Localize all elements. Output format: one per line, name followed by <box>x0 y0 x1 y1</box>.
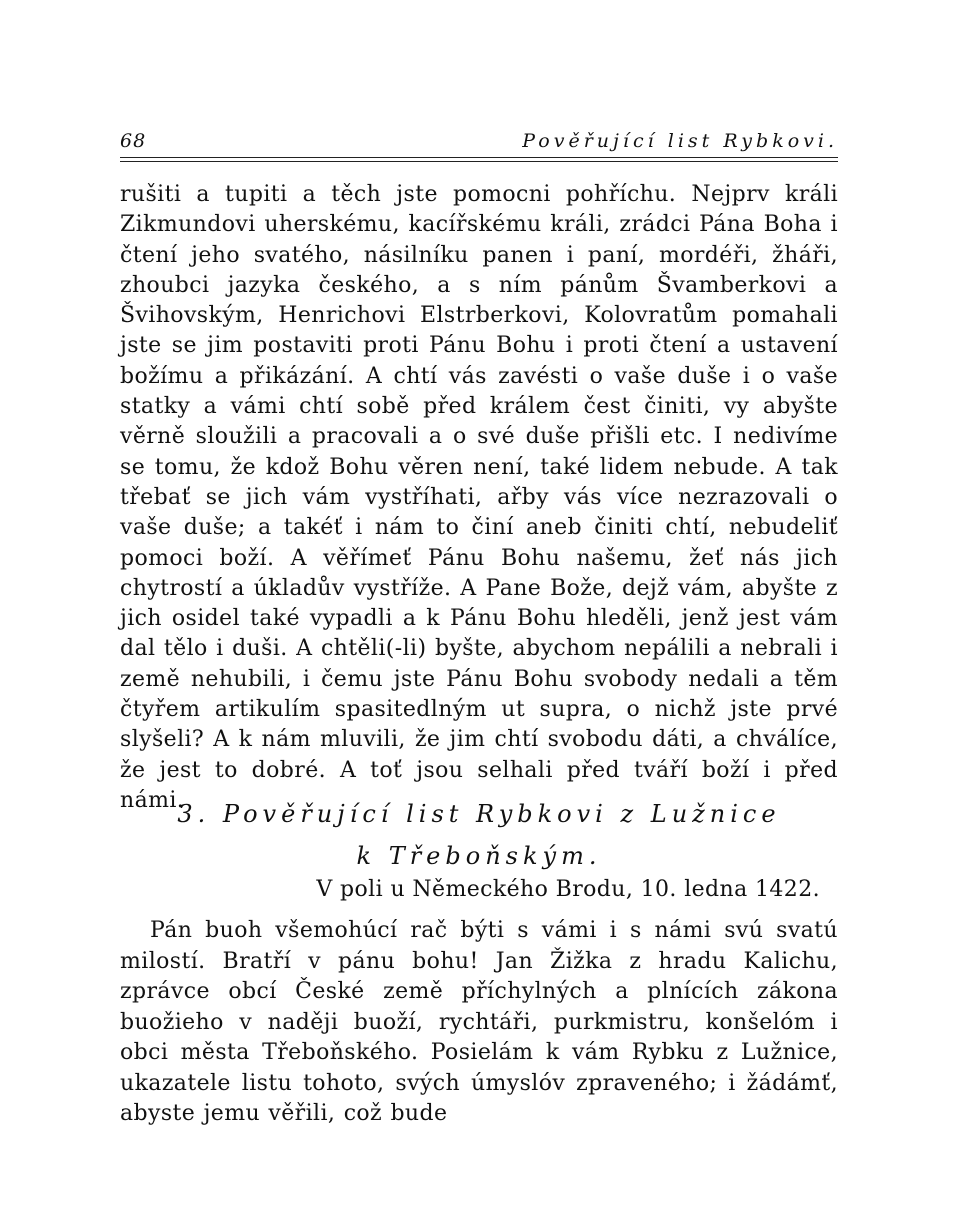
section-heading-line-2: k Třeboňským. <box>356 842 602 870</box>
letter-text <box>120 916 838 1130</box>
running-title: Pověřující list Rybkovi. <box>522 130 838 152</box>
header-rule-lower <box>120 161 838 162</box>
body-text <box>120 180 838 816</box>
page-header <box>120 128 838 154</box>
header-rule-upper <box>120 157 838 158</box>
section-heading-line-1: 3. Pověřující list Rybkovi z Lužnice <box>177 800 781 828</box>
page-number: 68 <box>120 130 147 152</box>
body-paragraph: rušiti a tupiti a těch jste pomocni pohříchu. Nejprv králi Zikmundovi uherskému, kacířskému králi, zrádci Pána Boha i čtení jeho svatého, násilníku panen i paní, mordéři, žháři, zhoubci jazyka českého, a s ním pánům Švamberkovi a Švihovským, Henrichovi Elstrberkovi, Kolovratům pomahali jste se jim postaviti proti Pánu Bohu i proti čtení a ustavení božímu a přikázání. A chtí vás zavésti o vaše duše i o vaše statky a vámi chtí sobě před králem čest činiti, vy abyšte věrně sloužili a pracovali a o své duše přišli etc. I nedivíme se tomu, že kdož Bohu věren není, také lidem nebude. A tak třebať se jich vám vystříhati, ařby vás více nezrazovali o vaše duše; a takéť i nám to činí aneb činiti chtí, nebudeliť pomoci boží. A věřímeť Pánu Bohu našemu, žeť nás jich chytrostí a úkladův vystříže. A Pane Bože, dejž vám, abyšte z jich osidel také vypadli a k Pánu Bohu hleděli, jenž jest vám dal tělo i duši. A chtěli(-li) byšte, abychom nepálili a nebrali i země nehubili, i čemu jste Pánu Bohu svobody nedali a těm čtyřem artikulím spasitedlným ut supra, o nichž jste prvé slyšeli? A k nám mluvili, že jim chtí svobodu dáti, a chválíce, že jest to dobré. A toť jsou selhali před tváří boží i před námi. <box>120 182 838 813</box>
letter-paragraph: Pán buoh všemohúcí rač býti s vámi i s námi svú svatú milostí. Bratří v pánu bohu! Jan Žižka z hradu Kalichu, zprávce obcí České země příchylných a plnících zákona buožieho v naději buoží, rychtáři, purkmistru, konšelóm i obci města Třeboňského. Posielám k vám Rybku z Lužnice, ukazatele listu tohoto, svých úmyslóv zpraveného; i žádámť, abyste jemu věřili, což bude <box>120 918 838 1126</box>
section-heading <box>120 793 838 877</box>
dateline: V poli u Německého Brodu, 10. ledna 1422. <box>316 877 820 902</box>
